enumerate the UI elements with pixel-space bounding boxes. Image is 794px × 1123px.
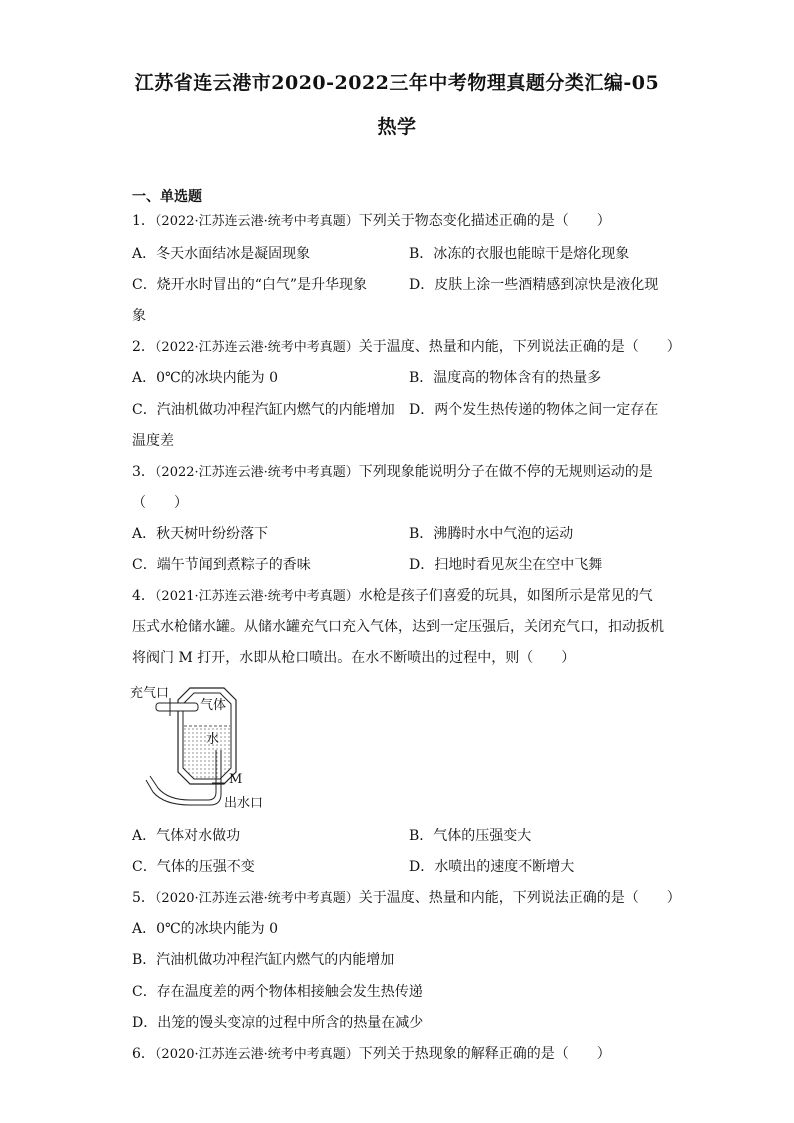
question-2: 2．（2022·江苏连云港·统考中考真题）关于温度、热量和内能，下列说法正确的是（ ） [132,339,681,355]
water-gun-tank-diagram [128,680,278,815]
q2-option-b: B．温度高的物体含有的热量多 [409,370,602,386]
q1-option-d: D．皮肤上涂一些酒精感到凉快是液化现 [409,277,659,293]
q1-option-a: A．冬天水面结冰是凝固现象 [132,246,311,262]
label-inlet: 充气口 [130,686,170,701]
section-heading: 一、单选题 [132,189,202,205]
q3-option-a: A．秋天树叶纷纷落下 [132,526,269,542]
question-4-cont1: 压式水枪储水罐。从储水罐充气口充入气体，达到一定压强后，关闭充气口，扣动扳机 [132,619,664,635]
q3-option-d: D．扫地时看见灰尘在空中飞舞 [409,557,603,573]
q4-option-b: B．气体的压强变大 [409,828,532,844]
q5-option-d: D．出笼的馒头变凉的过程中所含的热量在减少 [132,1015,424,1031]
q2-option-a: A．0℃的冰块内能为 0 [132,370,279,386]
question-6: 6．（2020·江苏连云港·统考中考真题）下列关于热现象的解释正确的是（ ） [132,1046,611,1062]
inlet-pipe [156,703,198,711]
document-title-line2: 热学 [377,116,417,138]
question-4-cont2: 将阀门 M 打开，水即从枪口喷出。在水不断喷出的过程中，则（ ） [132,650,576,666]
document-title-line1: 江苏省连云港市2020-2022三年中考物理真题分类汇编-05 [134,72,660,94]
label-water: 水 [206,732,220,747]
question-1: 1．（2022·江苏连云港·统考中考真题）下列关于物态变化描述正确的是（ ） [132,213,611,229]
q5-option-a: A．0℃的冰块内能为 0 [132,921,279,937]
q2-option-d-cont: 温度差 [132,433,174,449]
q1-option-b: B．冰冻的衣服也能晾干是熔化现象 [409,246,630,262]
q2-option-d: D．两个发生热传递的物体之间一定存在 [409,402,659,418]
q4-option-d: D．水喷出的速度不断增大 [409,859,575,875]
question-4: 4．（2021·江苏连云港·统考中考真题）水枪是孩子们喜爱的玩具，如图所示是常见的气 [132,588,653,604]
q4-option-c: C．气体的压强不变 [132,859,255,875]
q3-option-b: B．沸腾时水中气泡的运动 [409,526,574,542]
q2-option-c: C．汽油机做功冲程汽缸内燃气的内能增加 [132,402,395,418]
q5-option-b: B．汽油机做功冲程汽缸内燃气的内能增加 [132,952,395,968]
question-5: 5．（2020·江苏连云港·统考中考真题）关于温度、热量和内能，下列说法正确的是（ ） [132,890,681,906]
q4-option-a: A．气体对水做功 [132,828,241,844]
question-3-cont: （ ） [132,495,188,511]
q1-option-c: C．烧开水时冒出的“白气”是升华现象 [132,277,368,293]
q1-option-d-cont: 象 [132,308,146,324]
label-gas: 气体 [200,698,227,713]
q3-option-c: C．端午节闻到煮粽子的香味 [132,557,311,573]
q5-option-c: C．存在温度差的两个物体相接触会发生热传递 [132,984,423,1000]
label-outlet: 出水口 [224,796,264,811]
question-3: 3．（2022·江苏连云港·统考中考真题）下列现象能说明分子在做不停的无规则运动的是 [132,464,653,480]
label-valve-m: M [229,772,243,787]
